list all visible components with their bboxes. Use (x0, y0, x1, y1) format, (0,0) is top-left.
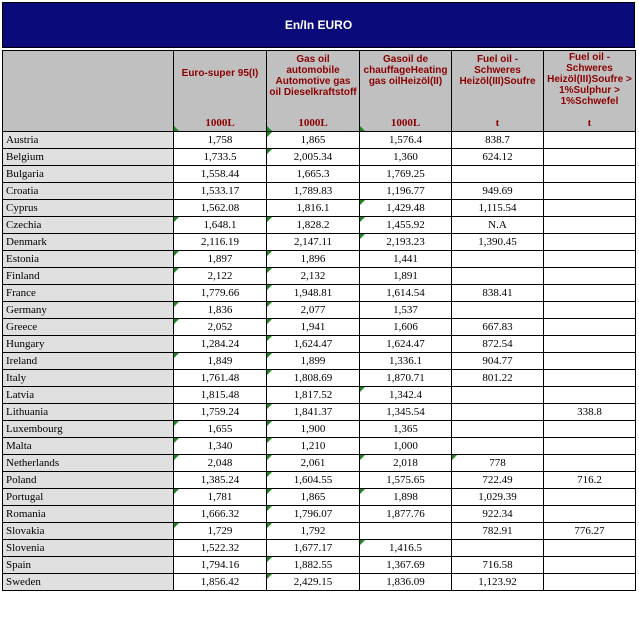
price-cell: 1,604.55 (267, 472, 360, 489)
price-cell (544, 200, 636, 217)
country-cell: Slovenia (3, 540, 174, 557)
price-cell (544, 336, 636, 353)
country-cell: Belgium (3, 149, 174, 166)
column-title: Gas oil automobile Automotive gas oil Dieselkraftstoff (269, 54, 357, 98)
price-cell: 1,758 (174, 132, 267, 149)
price-cell: 1,648.1 (174, 217, 267, 234)
table-row (3, 489, 636, 506)
table-row (3, 557, 636, 574)
price-cell: 904.77 (452, 353, 544, 370)
country-cell: Poland (3, 472, 174, 489)
price-cell: 1,665.3 (267, 166, 360, 183)
price-cell: 624.12 (452, 149, 544, 166)
column-header-automotive-gas-oil (267, 51, 360, 132)
table-row (3, 404, 636, 421)
price-cell (544, 557, 636, 574)
price-cell: 1,948.81 (267, 285, 360, 302)
price-cell: 1,196.77 (360, 183, 452, 200)
price-cell: 1,537 (360, 302, 452, 319)
table-row (3, 540, 636, 557)
price-cell: 1,455.92 (360, 217, 452, 234)
price-cell: 1,367.69 (360, 557, 452, 574)
column-title: Fuel oil - Schweres Heizöl(III)Soufre (459, 54, 536, 87)
price-cell: 722.49 (452, 472, 544, 489)
price-cell (452, 404, 544, 421)
price-cell: 1,877.76 (360, 506, 452, 523)
price-cell: 1,115.54 (452, 200, 544, 217)
country-cell: Estonia (3, 251, 174, 268)
price-cell: 1,761.48 (174, 370, 267, 387)
price-cell (544, 489, 636, 506)
price-cell (544, 302, 636, 319)
price-cell: 716.58 (452, 557, 544, 574)
price-cell: 1,000 (360, 438, 452, 455)
price-cell (544, 455, 636, 472)
country-cell: Malta (3, 438, 174, 455)
table-row (3, 421, 636, 438)
price-cell: 1,870.71 (360, 370, 452, 387)
price-cell (452, 251, 544, 268)
header-row (3, 51, 636, 132)
price-cell: 1,210 (267, 438, 360, 455)
country-cell: Latvia (3, 387, 174, 404)
price-cell (544, 268, 636, 285)
price-cell: 1,340 (174, 438, 267, 455)
price-cell: 1,759.24 (174, 404, 267, 421)
price-cell: 2,429.15 (267, 574, 360, 591)
price-cell: 1,733.5 (174, 149, 267, 166)
country-cell: Denmark (3, 234, 174, 251)
price-cell: 2,052 (174, 319, 267, 336)
price-cell: 2,122 (174, 268, 267, 285)
price-cell (544, 574, 636, 591)
table-row (3, 353, 636, 370)
price-cell: 1,614.54 (360, 285, 452, 302)
country-cell: Cyprus (3, 200, 174, 217)
column-unit: 1000L (205, 117, 235, 129)
price-cell (452, 540, 544, 557)
country-cell: Austria (3, 132, 174, 149)
price-cell: 1,416.5 (360, 540, 452, 557)
price-cell: 667.83 (452, 319, 544, 336)
price-cell: 1,781 (174, 489, 267, 506)
country-cell: Germany (3, 302, 174, 319)
fuel-price-sheet (2, 2, 635, 591)
price-cell: 1,865 (267, 132, 360, 149)
price-cell: 1,522.32 (174, 540, 267, 557)
price-cell: 1,808.69 (267, 370, 360, 387)
column-title: Fuel oil - Schweres Heizöl(III)Soufre > 1%Sulphur > 1%Schwefel (547, 52, 632, 107)
price-cell (544, 217, 636, 234)
table-row (3, 370, 636, 387)
price-cell: 1,836.09 (360, 574, 452, 591)
column-header-heating-gas-oil (360, 51, 452, 132)
price-cell (452, 268, 544, 285)
price-cell: 1,898 (360, 489, 452, 506)
table-row (3, 234, 636, 251)
table-row (3, 336, 636, 353)
price-cell: 1,941 (267, 319, 360, 336)
table-row (3, 183, 636, 200)
price-cell (544, 319, 636, 336)
price-cell: 2,061 (267, 455, 360, 472)
country-cell: Hungary (3, 336, 174, 353)
price-cell: 1,779.66 (174, 285, 267, 302)
price-cell: 1,794.16 (174, 557, 267, 574)
table-row (3, 506, 636, 523)
price-cell (452, 166, 544, 183)
header-corner (3, 51, 174, 132)
table-row (3, 217, 636, 234)
price-cell: 1,897 (174, 251, 267, 268)
price-cell (544, 251, 636, 268)
fuel-price-table (2, 50, 636, 591)
price-cell: 1,336.1 (360, 353, 452, 370)
price-cell: 1,562.08 (174, 200, 267, 217)
price-cell: 949.69 (452, 183, 544, 200)
price-cell: 1,896 (267, 251, 360, 268)
price-cell: 1,815.48 (174, 387, 267, 404)
table-body (3, 132, 636, 591)
country-cell: France (3, 285, 174, 302)
price-cell: 1,365 (360, 421, 452, 438)
price-cell (544, 387, 636, 404)
price-cell: 1,891 (360, 268, 452, 285)
price-cell (544, 370, 636, 387)
price-cell: 1,284.24 (174, 336, 267, 353)
price-cell: 1,666.32 (174, 506, 267, 523)
table-row (3, 455, 636, 472)
country-cell: Lithuania (3, 404, 174, 421)
table-row (3, 132, 636, 149)
price-cell (544, 166, 636, 183)
price-cell: 1,360 (360, 149, 452, 166)
price-cell: 2,005.34 (267, 149, 360, 166)
price-cell: 1,865 (267, 489, 360, 506)
price-cell (544, 421, 636, 438)
price-cell: N.A (452, 217, 544, 234)
price-cell: 1,342.4 (360, 387, 452, 404)
price-cell: 922.34 (452, 506, 544, 523)
country-cell: Netherlands (3, 455, 174, 472)
price-cell (452, 438, 544, 455)
price-cell: 1,390.45 (452, 234, 544, 251)
price-cell: 1,836 (174, 302, 267, 319)
table-row (3, 319, 636, 336)
country-cell: Sweden (3, 574, 174, 591)
table-row (3, 387, 636, 404)
country-cell: Czechia (3, 217, 174, 234)
price-cell: 1,558.44 (174, 166, 267, 183)
price-cell: 2,077 (267, 302, 360, 319)
country-cell: Spain (3, 557, 174, 574)
price-cell: 1,345.54 (360, 404, 452, 421)
table-row (3, 285, 636, 302)
price-cell: 2,048 (174, 455, 267, 472)
price-cell (544, 149, 636, 166)
price-cell: 1,429.48 (360, 200, 452, 217)
price-cell: 1,882.55 (267, 557, 360, 574)
table-header (3, 51, 636, 132)
price-cell (544, 132, 636, 149)
column-title: Gasoil de chauffageHeating gas oilHeizöl(II) (363, 54, 448, 87)
table-row (3, 574, 636, 591)
price-cell: 872.54 (452, 336, 544, 353)
price-cell (544, 285, 636, 302)
price-cell: 1,816.1 (267, 200, 360, 217)
price-cell: 801.22 (452, 370, 544, 387)
price-cell: 1,029.39 (452, 489, 544, 506)
price-cell: 838.7 (452, 132, 544, 149)
column-unit: t (587, 117, 592, 129)
price-cell: 1,624.47 (267, 336, 360, 353)
price-cell: 2,132 (267, 268, 360, 285)
price-cell: 2,018 (360, 455, 452, 472)
price-cell (360, 523, 452, 540)
price-cell: 1,900 (267, 421, 360, 438)
price-cell: 1,828.2 (267, 217, 360, 234)
price-cell: 2,116.19 (174, 234, 267, 251)
price-cell: 338.8 (544, 404, 636, 421)
price-cell (544, 353, 636, 370)
price-cell: 1,856.42 (174, 574, 267, 591)
price-cell: 1,792 (267, 523, 360, 540)
price-cell: 1,769.25 (360, 166, 452, 183)
price-cell: 1,729 (174, 523, 267, 540)
price-cell: 1,849 (174, 353, 267, 370)
column-header-fuel-oil-sulphur-low (452, 51, 544, 132)
table-row (3, 251, 636, 268)
price-cell: 2,193.23 (360, 234, 452, 251)
table-row (3, 149, 636, 166)
price-cell: 1,123.92 (452, 574, 544, 591)
price-cell: 1,606 (360, 319, 452, 336)
currency-banner (2, 2, 635, 48)
table-row (3, 472, 636, 489)
price-cell: 1,655 (174, 421, 267, 438)
country-cell: Luxembourg (3, 421, 174, 438)
country-cell: Greece (3, 319, 174, 336)
column-unit: 1000L (298, 117, 328, 129)
price-cell: 1,796.07 (267, 506, 360, 523)
country-cell: Italy (3, 370, 174, 387)
price-cell: 1,533.17 (174, 183, 267, 200)
table-row (3, 438, 636, 455)
price-cell: 1,841.37 (267, 404, 360, 421)
column-unit: t (495, 117, 500, 129)
price-cell: 1,789.83 (267, 183, 360, 200)
price-cell (544, 234, 636, 251)
price-cell (452, 421, 544, 438)
price-cell: 1,899 (267, 353, 360, 370)
column-unit: 1000L (390, 117, 421, 129)
price-cell: 716.2 (544, 472, 636, 489)
column-title: Euro-super 95(I) (181, 68, 259, 79)
price-cell (544, 183, 636, 200)
banner-title: En/In EURO (284, 18, 353, 32)
price-cell (544, 438, 636, 455)
price-cell (452, 302, 544, 319)
price-cell (544, 540, 636, 557)
table-row (3, 200, 636, 217)
table-row (3, 302, 636, 319)
price-cell: 782.91 (452, 523, 544, 540)
country-cell: Romania (3, 506, 174, 523)
country-cell: Bulgaria (3, 166, 174, 183)
country-cell: Ireland (3, 353, 174, 370)
price-cell: 778 (452, 455, 544, 472)
price-cell: 1,385.24 (174, 472, 267, 489)
price-cell: 838.41 (452, 285, 544, 302)
column-header-fuel-oil-sulphur-high (544, 51, 636, 132)
column-header-euro-super (174, 51, 267, 132)
price-cell (452, 387, 544, 404)
table-row (3, 523, 636, 540)
country-cell: Portugal (3, 489, 174, 506)
country-cell: Finland (3, 268, 174, 285)
price-cell: 1,575.65 (360, 472, 452, 489)
price-cell: 1,441 (360, 251, 452, 268)
country-cell: Slovakia (3, 523, 174, 540)
price-cell: 776.27 (544, 523, 636, 540)
table-row (3, 166, 636, 183)
price-cell: 1,817.52 (267, 387, 360, 404)
price-cell: 1,576.4 (360, 132, 452, 149)
price-cell: 2,147.11 (267, 234, 360, 251)
country-cell: Croatia (3, 183, 174, 200)
price-cell (544, 506, 636, 523)
price-cell: 1,677.17 (267, 540, 360, 557)
price-cell: 1,624.47 (360, 336, 452, 353)
table-row (3, 268, 636, 285)
